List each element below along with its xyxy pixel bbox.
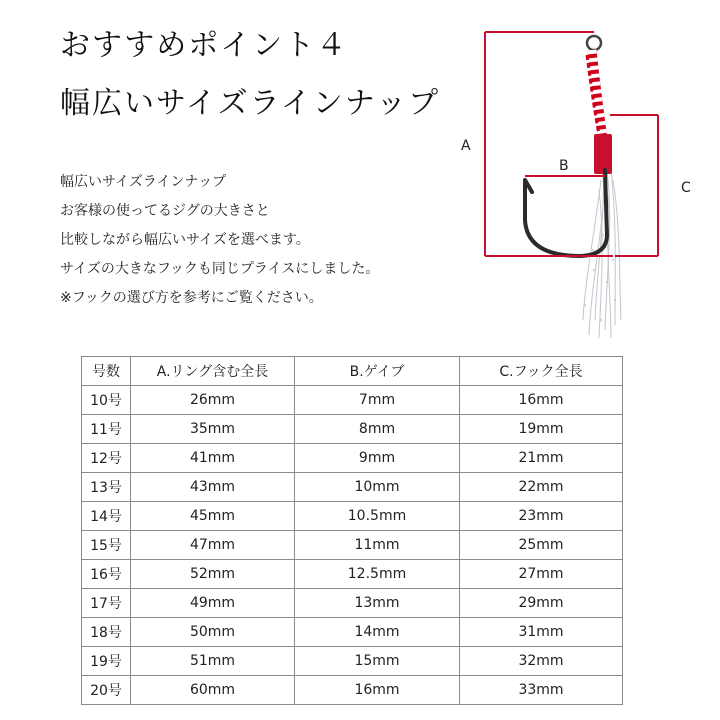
cell-total-length: 49mm	[131, 589, 295, 618]
column-header-gape: B.ゲイブ	[295, 357, 460, 386]
cell-hook-length: 21mm	[460, 444, 623, 473]
assist-line	[587, 50, 603, 145]
table-row	[82, 531, 623, 560]
hook-size-diagram	[455, 20, 720, 340]
cell-total-length: 26mm	[131, 386, 295, 415]
cell-hook-length: 32mm	[460, 647, 623, 676]
cell-hook-length: 29mm	[460, 589, 623, 618]
cell-gape: 10mm	[295, 473, 460, 502]
table-row	[82, 589, 623, 618]
cell-size: 11号	[82, 415, 131, 444]
description-line: ※フックの選び方を参考にご覧ください。	[60, 290, 323, 306]
page-title: おすすめポイント４	[60, 28, 349, 63]
description-line: お客様の使ってるジグの大きさと	[60, 203, 270, 219]
cell-total-length: 50mm	[131, 618, 295, 647]
label-a: A	[461, 138, 471, 154]
cell-hook-length: 23mm	[460, 502, 623, 531]
table-row	[82, 618, 623, 647]
table-row	[82, 444, 623, 473]
cell-size: 16号	[82, 560, 131, 589]
table-row	[82, 560, 623, 589]
cell-gape: 14mm	[295, 618, 460, 647]
cell-total-length: 45mm	[131, 502, 295, 531]
cell-hook-length: 33mm	[460, 676, 623, 705]
description-line: サイズの大きなフックも同じプライスにしました。	[60, 261, 380, 277]
description-list	[60, 168, 379, 313]
cell-gape: 9mm	[295, 444, 460, 473]
label-c: C	[681, 180, 691, 196]
table-row	[82, 473, 623, 502]
cell-size: 12号	[82, 444, 131, 473]
cell-total-length: 35mm	[131, 415, 295, 444]
table-header-row	[82, 357, 623, 386]
description-line: 比較しながら幅広いサイズを選べます。	[60, 232, 310, 248]
cell-size: 18号	[82, 618, 131, 647]
thread-wrap	[594, 134, 612, 174]
cell-gape: 12.5mm	[295, 560, 460, 589]
table-row	[82, 676, 623, 705]
cell-size: 19号	[82, 647, 131, 676]
cell-gape: 10.5mm	[295, 502, 460, 531]
table-row	[82, 415, 623, 444]
column-header-total-length: A.リング含む全長	[131, 357, 295, 386]
cell-size: 14号	[82, 502, 131, 531]
hook-body	[525, 170, 607, 256]
cell-gape: 15mm	[295, 647, 460, 676]
cell-total-length: 43mm	[131, 473, 295, 502]
cell-size: 17号	[82, 589, 131, 618]
cell-size: 15号	[82, 531, 131, 560]
cell-gape: 16mm	[295, 676, 460, 705]
cell-hook-length: 25mm	[460, 531, 623, 560]
cell-total-length: 47mm	[131, 531, 295, 560]
cell-gape: 8mm	[295, 415, 460, 444]
cell-hook-length: 16mm	[460, 386, 623, 415]
cell-gape: 11mm	[295, 531, 460, 560]
cell-total-length: 52mm	[131, 560, 295, 589]
cell-size: 13号	[82, 473, 131, 502]
table-row	[82, 386, 623, 415]
column-header-hook-length: C.フック全長	[460, 357, 623, 386]
page-subtitle: 幅広いサイズラインナップ	[60, 86, 441, 121]
table-row	[82, 647, 623, 676]
cell-total-length: 51mm	[131, 647, 295, 676]
cell-hook-length: 31mm	[460, 618, 623, 647]
cell-gape: 7mm	[295, 386, 460, 415]
split-ring	[587, 36, 601, 50]
cell-size: 20号	[82, 676, 131, 705]
cell-total-length: 41mm	[131, 444, 295, 473]
size-table	[81, 356, 623, 705]
cell-size: 10号	[82, 386, 131, 415]
hook-illustration	[455, 20, 720, 340]
description-line: 幅広いサイズラインナップ	[60, 174, 227, 190]
cell-hook-length: 27mm	[460, 560, 623, 589]
cell-total-length: 60mm	[131, 676, 295, 705]
dimension-c	[610, 115, 658, 256]
label-b: B	[559, 158, 569, 174]
cell-hook-length: 22mm	[460, 473, 623, 502]
cell-hook-length: 19mm	[460, 415, 623, 444]
column-header-size: 号数	[82, 357, 131, 386]
table-row	[82, 502, 623, 531]
cell-gape: 13mm	[295, 589, 460, 618]
